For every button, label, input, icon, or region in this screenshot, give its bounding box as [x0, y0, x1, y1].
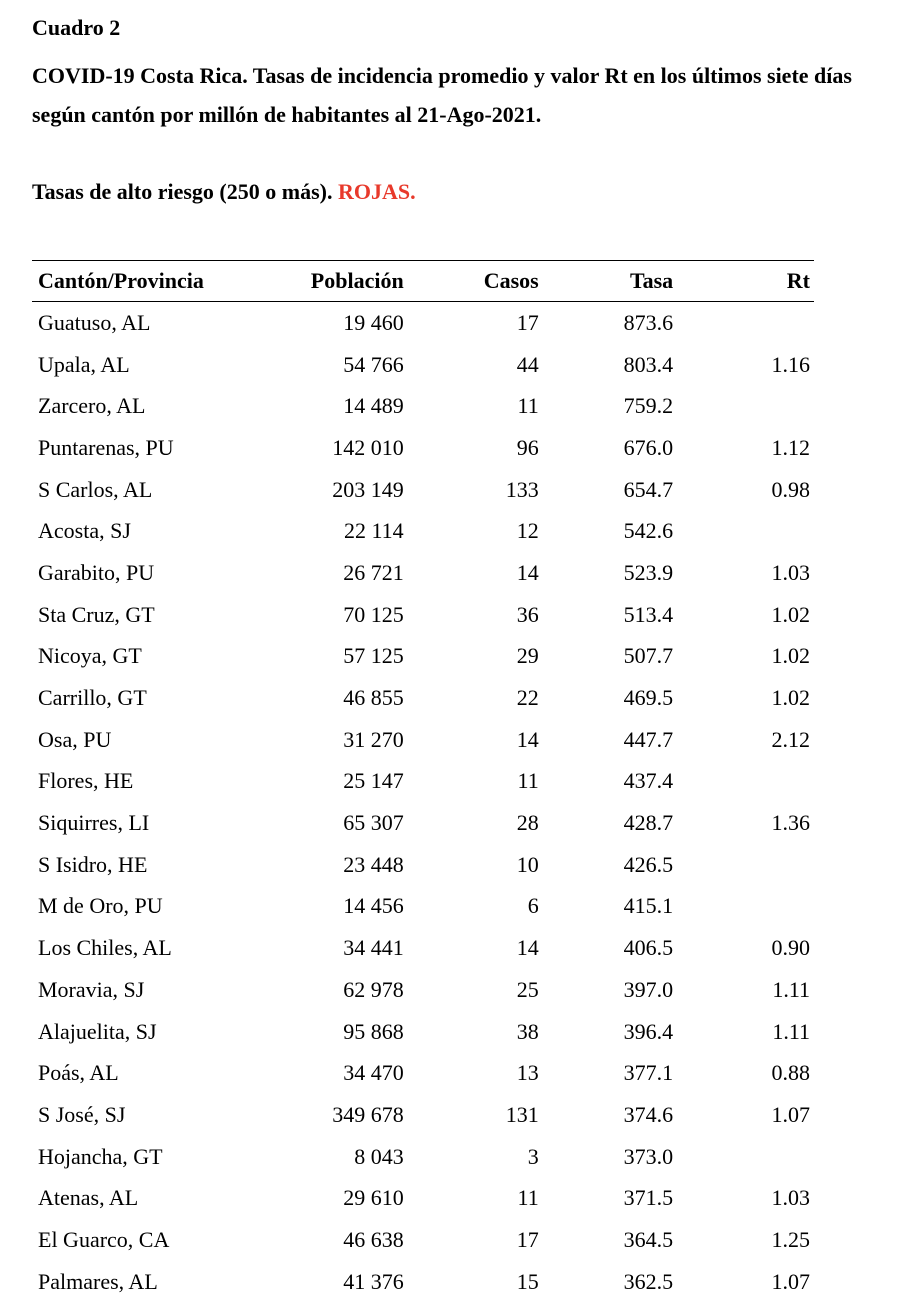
cell-poblacion: 14 456 — [343, 893, 404, 919]
cell-rt: 1.02 — [771, 643, 810, 669]
cell-poblacion: 34 441 — [343, 935, 404, 961]
cell-casos: 6 — [527, 893, 539, 919]
cell-rt: 1.11 — [772, 1018, 810, 1044]
cell-casos: 96 — [516, 434, 539, 460]
table-row — [32, 636, 814, 678]
cell-poblacion: 46 638 — [343, 1226, 404, 1252]
cell-canton: Osa, PU — [38, 726, 112, 752]
cell-casos: 3 — [527, 1143, 539, 1169]
cell-canton: Acosta, SJ — [38, 518, 131, 544]
cell-rt — [677, 844, 814, 886]
table-row — [32, 1094, 814, 1136]
cell-tasa: 374.6 — [623, 1101, 674, 1127]
cell-tasa: 428.7 — [623, 810, 674, 836]
table-row — [32, 302, 814, 344]
cell-tasa: 397.0 — [623, 976, 674, 1002]
cell-casos: 17 — [516, 1226, 539, 1252]
cell-canton: Nicoya, GT — [38, 643, 142, 669]
cell-poblacion: 41 376 — [343, 1268, 404, 1294]
cell-poblacion: 349 678 — [332, 1101, 404, 1127]
table-row — [32, 552, 814, 594]
cell-casos: 38 — [516, 1018, 539, 1044]
cell-canton: Poás, AL — [38, 1060, 119, 1086]
table-number: Cuadro 2 — [32, 15, 121, 40]
cell-rt: 0.98 — [771, 476, 810, 502]
table-row — [32, 427, 814, 469]
col-header-canton: Cantón/Provincia — [32, 261, 283, 302]
cell-canton: Flores, HE — [38, 768, 134, 794]
table-row — [32, 886, 814, 928]
cell-canton: Alajuelita, SJ — [38, 1018, 157, 1044]
cell-poblacion: 54 766 — [343, 351, 404, 377]
cell-canton: M de Oro, PU — [38, 893, 163, 919]
cell-rt: 1.25 — [771, 1226, 810, 1252]
table-row — [32, 761, 814, 803]
cell-canton: S José, SJ — [38, 1101, 126, 1127]
table-row — [32, 1261, 814, 1303]
cell-tasa: 426.5 — [623, 851, 674, 877]
cell-casos: 28 — [516, 810, 539, 836]
cell-rt: 2.12 — [771, 726, 810, 752]
cell-casos: 29 — [516, 643, 539, 669]
cell-casos: 17 — [516, 309, 539, 335]
cell-canton: Upala, AL — [38, 351, 130, 377]
cell-rt — [677, 385, 814, 427]
risk-note — [32, 178, 416, 206]
cell-canton: S Carlos, AL — [38, 476, 153, 502]
table-row — [32, 594, 814, 636]
cell-rt — [677, 1136, 814, 1178]
table-row — [32, 510, 814, 552]
cell-poblacion: 26 721 — [343, 559, 404, 585]
cell-canton: Garabito, PU — [38, 559, 155, 585]
cell-rt: 0.90 — [771, 935, 810, 961]
cell-canton: Puntarenas, PU — [38, 434, 174, 460]
cell-tasa: 373.0 — [623, 1143, 674, 1169]
cell-poblacion: 65 307 — [343, 810, 404, 836]
cell-casos: 133 — [505, 476, 539, 502]
cell-poblacion: 25 147 — [343, 768, 404, 794]
cell-casos: 11 — [517, 393, 539, 419]
risk-note-text: Tasas de alto riesgo (250 o más). — [32, 179, 333, 204]
cell-canton: Zarcero, AL — [38, 393, 146, 419]
table-row — [32, 344, 814, 386]
cell-casos: 14 — [516, 935, 539, 961]
cell-tasa: 437.4 — [623, 768, 674, 794]
cell-tasa: 364.5 — [623, 1226, 674, 1252]
cell-rt — [677, 302, 814, 344]
cell-poblacion: 34 470 — [343, 1060, 404, 1086]
cell-poblacion: 19 460 — [343, 309, 404, 335]
cell-rt: 0.88 — [771, 1060, 810, 1086]
table-row — [32, 677, 814, 719]
table-body — [32, 302, 814, 1303]
cell-casos: 36 — [516, 601, 539, 627]
table-row — [32, 844, 814, 886]
cell-tasa: 507.7 — [623, 643, 674, 669]
cell-rt: 1.07 — [771, 1268, 810, 1294]
cell-canton: Moravia, SJ — [38, 976, 145, 1002]
cell-rt: 1.03 — [771, 1185, 810, 1211]
cell-casos: 13 — [516, 1060, 539, 1086]
cell-canton: Los Chiles, AL — [38, 935, 172, 961]
table-row — [32, 385, 814, 427]
cell-rt: 1.02 — [771, 601, 810, 627]
cell-canton: Atenas, AL — [38, 1185, 139, 1211]
table-row — [32, 1177, 814, 1219]
cell-rt: 1.07 — [771, 1101, 810, 1127]
cell-casos: 44 — [516, 351, 539, 377]
cell-tasa: 803.4 — [623, 351, 674, 377]
table-row — [32, 927, 814, 969]
col-header-rt: Rt — [677, 261, 814, 302]
table-row — [32, 802, 814, 844]
cell-casos: 11 — [517, 1185, 539, 1211]
cell-canton: Sta Cruz, GT — [38, 601, 155, 627]
cell-poblacion: 31 270 — [343, 726, 404, 752]
cell-tasa: 469.5 — [623, 685, 674, 711]
cell-canton: Palmares, AL — [38, 1268, 158, 1294]
cell-rt: 1.36 — [771, 810, 810, 836]
cell-poblacion: 22 114 — [344, 518, 404, 544]
table-row — [32, 1052, 814, 1094]
cell-canton: S Isidro, HE — [38, 851, 148, 877]
cell-tasa: 396.4 — [623, 1018, 674, 1044]
cell-poblacion: 62 978 — [343, 976, 404, 1002]
table-header-row — [32, 261, 814, 302]
cell-canton: Guatuso, AL — [38, 309, 151, 335]
cell-casos: 131 — [505, 1101, 539, 1127]
cell-rt — [677, 886, 814, 928]
cell-tasa: 406.5 — [623, 935, 674, 961]
cell-poblacion: 95 868 — [343, 1018, 404, 1044]
cell-rt: 1.11 — [772, 976, 810, 1002]
cell-tasa: 371.5 — [623, 1185, 674, 1211]
cell-canton: Siquirres, LI — [38, 810, 150, 836]
cell-poblacion: 203 149 — [332, 476, 404, 502]
cell-tasa: 513.4 — [623, 601, 674, 627]
cell-canton: Hojancha, GT — [38, 1143, 163, 1169]
cell-tasa: 523.9 — [623, 559, 674, 585]
cell-tasa: 873.6 — [623, 309, 674, 335]
cell-casos: 14 — [516, 559, 539, 585]
table-row — [32, 719, 814, 761]
cell-tasa: 759.2 — [623, 393, 674, 419]
cell-tasa: 362.5 — [623, 1268, 674, 1294]
cell-casos: 25 — [516, 976, 539, 1002]
cell-rt: 1.03 — [771, 559, 810, 585]
cell-rt — [677, 510, 814, 552]
cell-canton: El Guarco, CA — [38, 1226, 170, 1252]
cell-tasa: 654.7 — [623, 476, 674, 502]
cell-poblacion: 70 125 — [343, 601, 404, 627]
cell-poblacion: 8 043 — [354, 1143, 404, 1169]
col-header-casos: Casos — [408, 261, 543, 302]
table-row — [32, 1136, 814, 1178]
cell-tasa: 447.7 — [623, 726, 674, 752]
risk-label: ROJAS. — [337, 179, 416, 204]
cell-casos: 10 — [516, 851, 539, 877]
cell-tasa: 415.1 — [623, 893, 674, 919]
cell-rt: 1.02 — [771, 685, 810, 711]
cell-casos: 14 — [516, 726, 539, 752]
col-header-tasa: Tasa — [543, 261, 677, 302]
cell-rt — [677, 761, 814, 803]
incidence-table — [32, 260, 814, 1303]
table-row — [32, 469, 814, 511]
cell-poblacion: 57 125 — [343, 643, 404, 669]
table-row — [32, 1011, 814, 1053]
cell-casos: 11 — [517, 768, 539, 794]
cell-poblacion: 23 448 — [343, 851, 404, 877]
cell-poblacion: 14 489 — [343, 393, 404, 419]
cell-tasa: 676.0 — [623, 434, 674, 460]
cell-tasa: 377.1 — [623, 1060, 674, 1086]
cell-tasa: 542.6 — [623, 518, 674, 544]
cell-casos: 15 — [516, 1268, 539, 1294]
table-row — [32, 1219, 814, 1261]
cell-casos: 22 — [516, 685, 539, 711]
cell-canton: Carrillo, GT — [38, 685, 147, 711]
table-row — [32, 969, 814, 1011]
cell-casos: 12 — [516, 518, 539, 544]
cell-rt: 1.16 — [771, 351, 810, 377]
table-title: COVID-19 Costa Rica. Tasas de incidencia promedio y valor Rt en los últimos siete días según cantón por millón de habitantes al 21-Ago-2021. — [32, 63, 852, 127]
cell-rt: 1.12 — [771, 434, 810, 460]
col-header-poblacion: Población — [283, 261, 408, 302]
cell-poblacion: 46 855 — [343, 685, 404, 711]
cell-poblacion: 29 610 — [343, 1185, 404, 1211]
cell-poblacion: 142 010 — [332, 434, 404, 460]
